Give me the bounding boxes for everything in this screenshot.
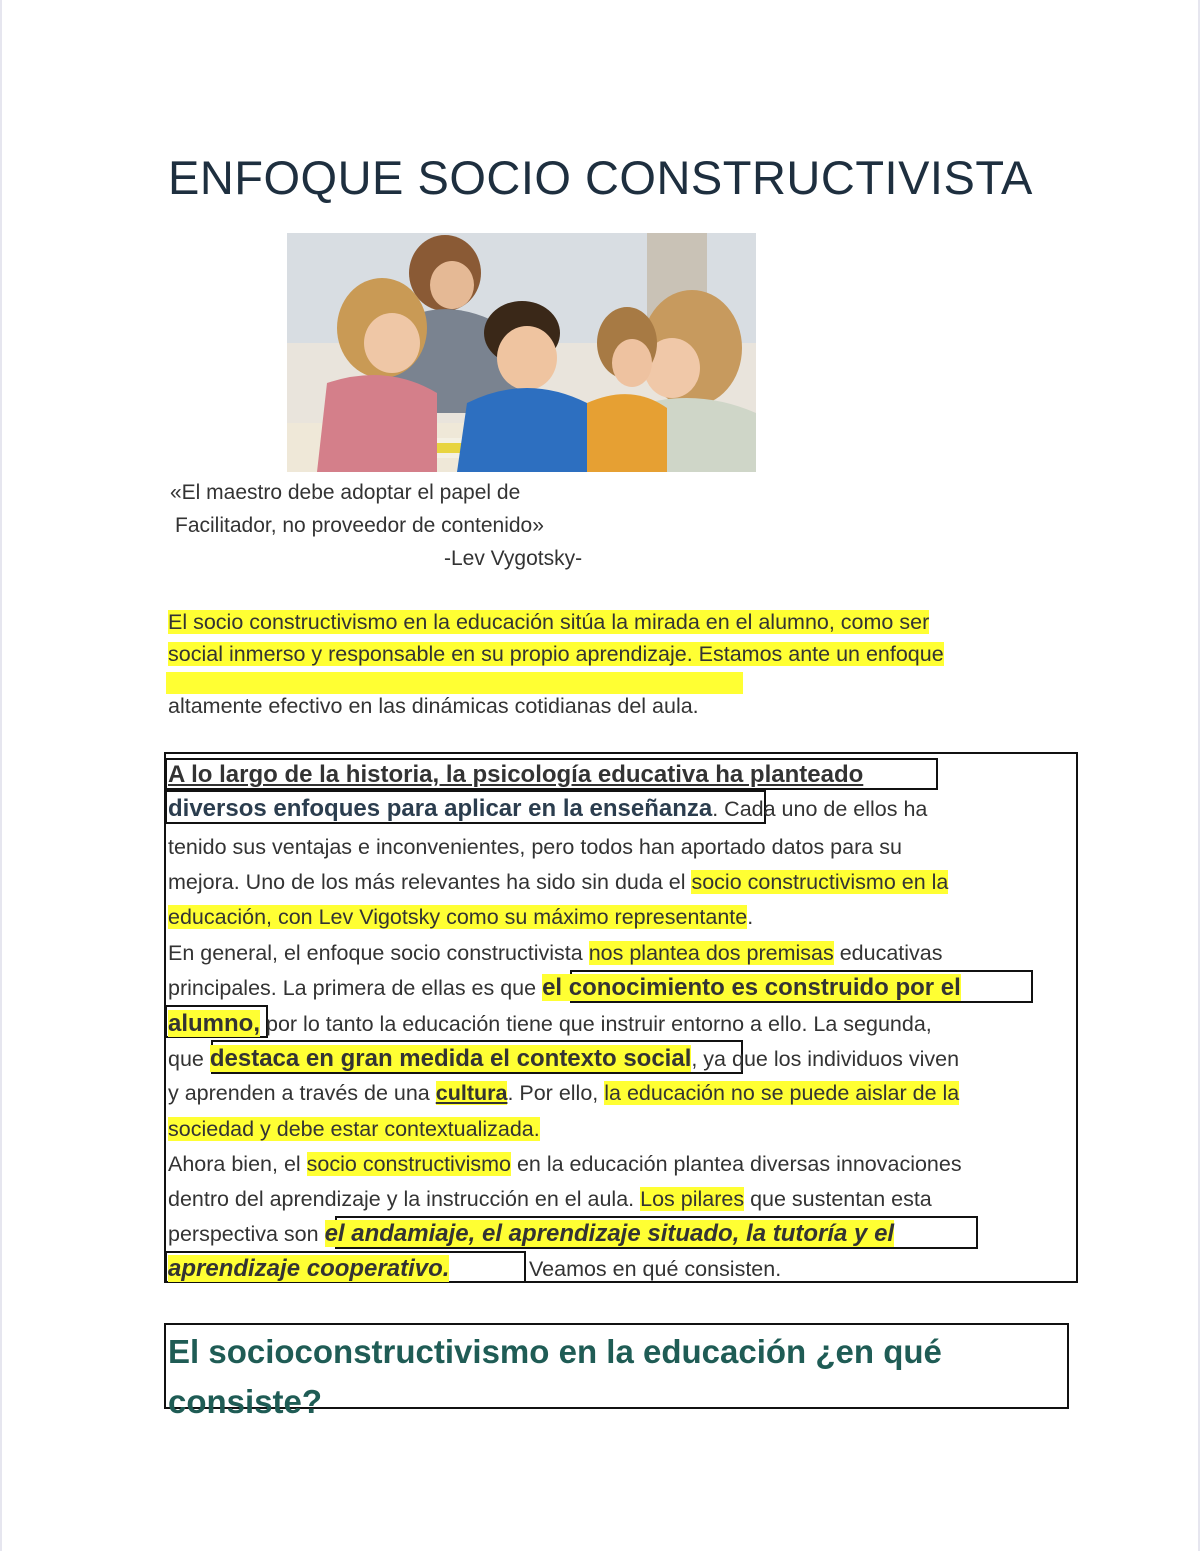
box-line-6: En general, el enfoque socio constructivista nos plantea dos premisas educativas [168, 941, 943, 965]
section-heading: El socioconstructivismo en la educación ¿en qué consiste? [168, 1333, 942, 1420]
box-line-11: sociedad y debe estar contextualizada. [168, 1117, 540, 1141]
intro-line-2: social inmerso y responsable en su propio aprendizaje. Estamos ante un enfoque [168, 642, 944, 666]
quote-author: -Lev Vygotsky- [444, 547, 583, 570]
box-line-9: que destaca en gran medida el contexto social, ya que los individuos viven [168, 1045, 960, 1072]
intro-line-3: altamente efectivo en las dinámicas cotidianas del aula. [168, 694, 699, 718]
box-line-13: dentro del aprendizaje y la instrucción en el aula. Los pilares que sustentan esta [168, 1187, 932, 1211]
box-line-7: principales. La primera de ellas es que el conocimiento es construido por el [168, 974, 961, 1001]
box-line-5: educación, con Lev Vigotsky como su máximo representante. [168, 905, 754, 929]
box-line-8: alumno, por lo tanto la educación tiene que instruir entorno a ello. La segunda, [168, 1010, 932, 1037]
box-line-4: mejora. Uno de los más relevantes ha sido sin duda el socio constructivismo en la [168, 870, 949, 894]
box-line-14: perspectiva son el andamiaje, el aprendizaje situado, la tutoría y el [168, 1220, 895, 1247]
quote-line-1: «El maestro debe adoptar el papel de [170, 481, 521, 504]
box-line-1: A lo largo de la historia, la psicología educativa ha planteado [168, 761, 864, 788]
box-line-3: tenido sus ventajas e inconvenientes, pero todos han aportado datos para su [168, 835, 902, 859]
box-line-12: Ahora bien, el socio constructivismo en la educación plantea diversas innovaciones [168, 1152, 962, 1176]
box-line-2: diversos enfoques para aplicar en la enseñanza. Cada uno de ellos ha [168, 795, 928, 822]
highlight-bar [166, 672, 743, 694]
classroom-photo [287, 233, 756, 472]
quote-line-2: Facilitador, no proveedor de contenido» [175, 514, 544, 537]
intro-line-1: El socio constructivismo en la educación sitúa la mirada en el alumno, como ser [168, 610, 930, 634]
box-line-10: y aprenden a través de una cultura. Por ello, la educación no se puede aislar de la [168, 1081, 960, 1105]
page-title: ENFOQUE SOCIO CONSTRUCTIVISTA [168, 151, 1033, 204]
box-line-15: aprendizaje cooperativo. Veamos en qué consisten. [168, 1255, 782, 1282]
